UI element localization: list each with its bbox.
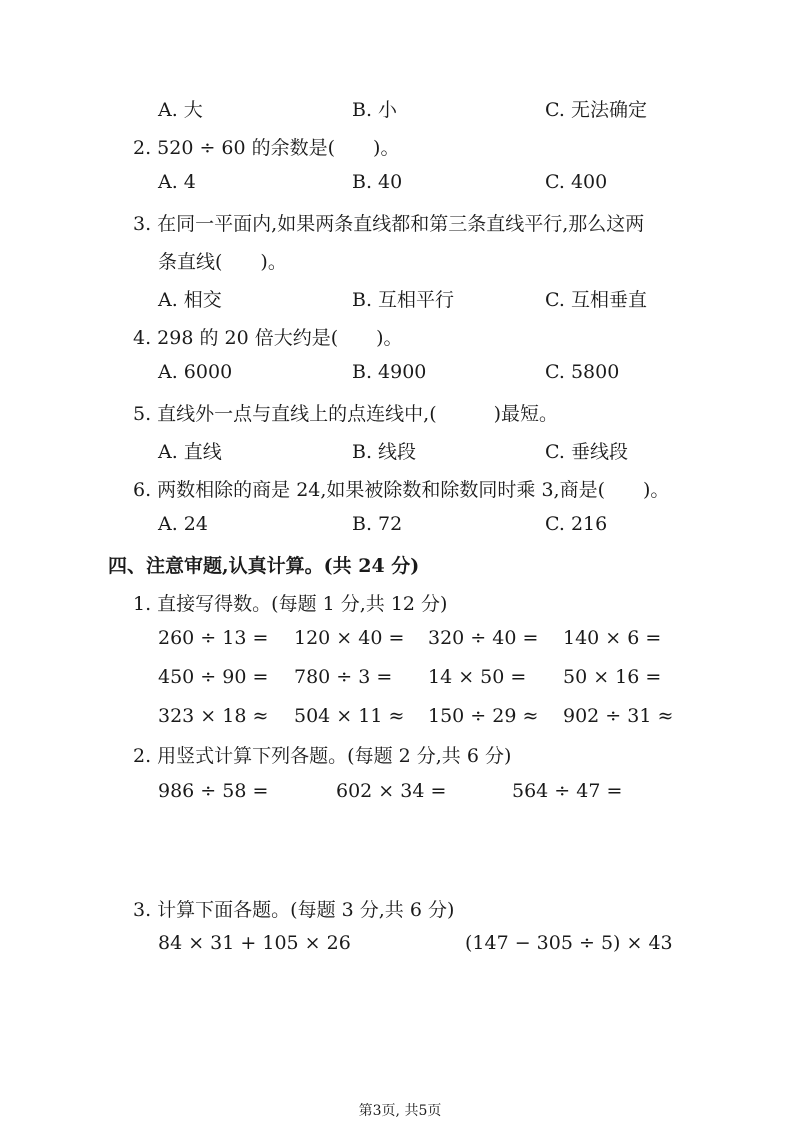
- section-4-title: 四、注意审题,认真计算。(共 24 分): [108, 555, 420, 577]
- calc-item: 14 × 50 =: [428, 666, 527, 688]
- q2-option-b: B. 40: [352, 171, 403, 193]
- calc-item: 120 × 40 =: [294, 627, 405, 649]
- q6-option-b: B. 72: [352, 513, 403, 535]
- q3-option-c: C. 互相垂直: [545, 289, 647, 311]
- calc-item: 150 ÷ 29 ≈: [428, 705, 539, 727]
- q2-option-c: C. 400: [545, 171, 608, 193]
- calc-item: 323 × 18 ≈: [158, 705, 269, 727]
- q5-option-c: C. 垂线段: [545, 441, 628, 463]
- part1-title: 1. 直接写得数。(每题 1 分,共 12 分): [133, 593, 448, 615]
- q3-option-a: A. 相交: [158, 289, 222, 311]
- part2-title: 2. 用竖式计算下列各题。(每题 2 分,共 6 分): [133, 745, 512, 767]
- calc-item: 320 ÷ 40 =: [428, 627, 539, 649]
- q6-stem: 6. 两数相除的商是 24,如果被除数和除数同时乘 3,商是( )。: [133, 479, 670, 501]
- q5-option-a: A. 直线: [158, 441, 222, 463]
- q4-stem: 4. 298 的 20 倍大约是( )。: [133, 327, 403, 349]
- calc-item: 504 × 11 ≈: [294, 705, 405, 727]
- part3-title: 3. 计算下面各题。(每题 3 分,共 6 分): [133, 899, 455, 921]
- q2-option-a: A. 4: [158, 171, 196, 193]
- q1-option-b: B. 小: [352, 99, 398, 121]
- vertical-calc-item: 986 ÷ 58 =: [158, 780, 269, 802]
- calc-item: 260 ÷ 13 =: [158, 627, 269, 649]
- q6-option-c: C. 216: [545, 513, 608, 535]
- q6-option-a: A. 24: [158, 513, 208, 535]
- calc-item: 450 ÷ 90 =: [158, 666, 269, 688]
- page-footer: 第3页, 共5页: [358, 1103, 442, 1119]
- calc-item: 140 × 6 =: [563, 627, 662, 649]
- calc-item: 780 ÷ 3 =: [294, 666, 393, 688]
- expression-item: (147 − 305 ÷ 5) × 43: [465, 932, 673, 954]
- expression-item: 84 × 31 + 105 × 26: [158, 932, 351, 954]
- q2-stem: 2. 520 ÷ 60 的余数是( )。: [133, 137, 400, 159]
- vertical-calc-item: 602 × 34 =: [336, 780, 447, 802]
- q5-stem: 5. 直线外一点与直线上的点连线中,( )最短。: [133, 403, 559, 425]
- q4-option-b: B. 4900: [352, 361, 427, 383]
- q4-option-c: C. 5800: [545, 361, 620, 383]
- q1-option-c: C. 无法确定: [545, 99, 647, 121]
- vertical-calc-item: 564 ÷ 47 =: [512, 780, 623, 802]
- q3-stem-line2: 条直线( )。: [158, 251, 287, 273]
- calc-item: 902 ÷ 31 ≈: [563, 705, 674, 727]
- calc-item: 50 × 16 =: [563, 666, 662, 688]
- q1-option-a: A. 大: [158, 99, 203, 121]
- q3-stem-line1: 3. 在同一平面内,如果两条直线都和第三条直线平行,那么这两: [133, 213, 645, 235]
- q3-option-b: B. 互相平行: [352, 289, 455, 311]
- q4-option-a: A. 6000: [158, 361, 233, 383]
- q5-option-b: B. 线段: [352, 441, 417, 463]
